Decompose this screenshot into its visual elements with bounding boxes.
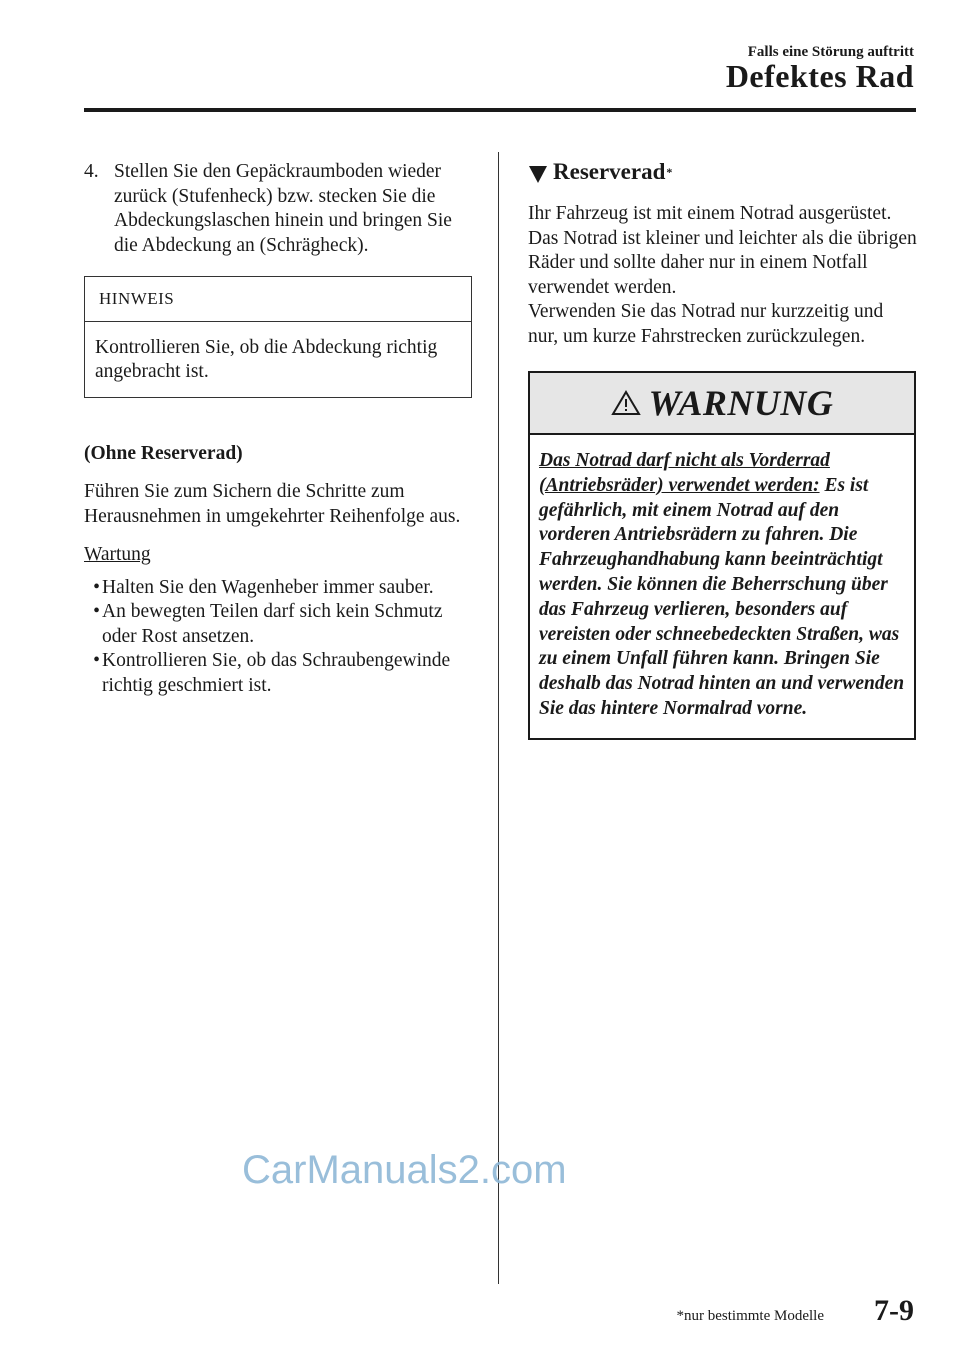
warning-triangle-icon	[611, 390, 641, 416]
list-item	[84, 576, 472, 601]
warning-body	[530, 435, 914, 738]
maintenance-list	[84, 576, 472, 699]
right-column	[528, 160, 918, 740]
list-item-text: Halten Sie den Wagenheber immer sauber.	[102, 576, 434, 598]
column-divider	[498, 152, 499, 1284]
paragraph: Führen Sie zum Sichern die Schritte zum Herausnehmen in umgekehrter Reihenfolge aus.	[84, 481, 461, 527]
step-text: Stellen Sie den Gepäckraumboden wieder zurück (Stufenheck) bzw. stecken Sie die Abdeckungslaschen hinein und bringen Sie die Abdeckung an (Schrägheck).	[114, 161, 452, 256]
warning-text: Es ist gefährlich, mit einem Notrad auf den vorderen Antriebsrädern zu fahren. Die Fahrzeughandhabung kann beeinträchtigt werden. Sie können die Beherrschung über das Fahrzeug verlieren, besonders auf vereisten oder schneebedeckten Straßen, was zu einem Unfall führen kann. Bringen Sie deshalb das Notrad hinten an und verwenden Sie das hintere Normalrad vorne.	[539, 474, 905, 719]
bullet-icon: •	[93, 601, 100, 622]
triangle-down-icon	[528, 162, 548, 186]
reserverad-heading	[528, 160, 918, 186]
list-item	[84, 649, 472, 698]
warning-title: WARNUNG	[648, 382, 834, 423]
list-item-text: An bewegten Teilen darf sich kein Schmutz oder Rost ansetzen.	[102, 601, 443, 647]
note-title: HINWEIS	[85, 277, 471, 322]
maintenance-heading: Wartung	[84, 544, 151, 565]
list-item	[84, 600, 472, 649]
bullet-icon: •	[93, 650, 100, 671]
subheading: (Ohne Reserverad)	[84, 442, 243, 464]
watermark: CarManuals2.com	[242, 1148, 567, 1192]
section-title: Defektes Rad	[725, 58, 914, 94]
warning-lead: Das Notrad darf nicht als Vorderrad (Antriebsräder) verwendet werden:	[539, 450, 830, 496]
warning-box	[528, 371, 916, 740]
page-number: 7-9	[874, 1294, 914, 1327]
bullet-icon: •	[93, 576, 100, 598]
note-text: Kontrollieren Sie, ob die Abdeckung richtig angebracht ist.	[95, 336, 438, 382]
warning-header	[530, 373, 914, 435]
step-item	[84, 160, 472, 258]
chapter-title: Falls eine Störung auftritt	[747, 44, 914, 60]
header-rule	[84, 108, 916, 112]
note-box	[84, 276, 472, 398]
footnote: *nur bestimmte Modelle	[676, 1308, 824, 1324]
heading-text: Reserverad	[553, 159, 666, 184]
intro-text: Ihr Fahrzeug ist mit einem Notrad ausgerüstet. Das Notrad ist kleiner und leichter als die übrigen Räder und sollte daher nur in einem Notfall verwendet werden. Verwenden Sie das Notrad nur kurzzeitig und nur, um kurze Fahrstrecken zurückzulegen.	[528, 203, 917, 347]
step-number: 4.	[84, 161, 99, 182]
left-column	[84, 160, 472, 698]
list-item-text: Kontrollieren Sie, ob das Schraubengewinde richtig geschmiert ist.	[102, 650, 451, 696]
heading-asterisk: *	[666, 165, 673, 179]
